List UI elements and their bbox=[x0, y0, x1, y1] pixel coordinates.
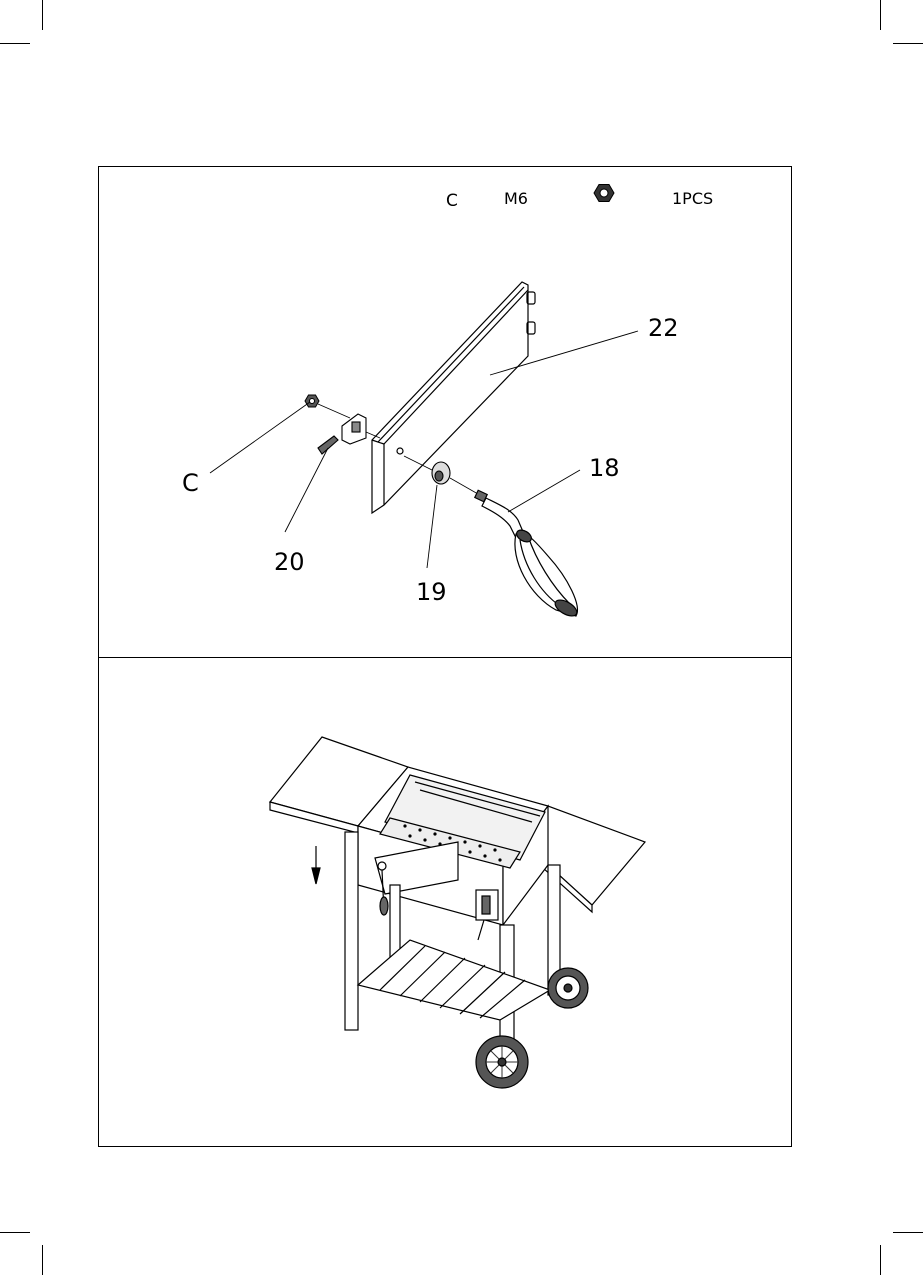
callout-c: C bbox=[182, 469, 199, 497]
washer bbox=[432, 462, 450, 484]
handle bbox=[475, 490, 580, 619]
hardware-size: M6 bbox=[504, 189, 528, 208]
callout-part-18: 18 bbox=[589, 454, 620, 482]
down-arrow-icon bbox=[312, 846, 320, 884]
callout-part-22: 22 bbox=[648, 314, 679, 342]
hex-nut-icon bbox=[594, 185, 614, 202]
hex-nut bbox=[305, 395, 319, 407]
assembly-guide-line bbox=[450, 478, 478, 494]
callout-part-19: 19 bbox=[416, 578, 447, 606]
assembly-guide-line bbox=[318, 404, 350, 418]
assembled-grill-cart bbox=[270, 737, 645, 1088]
hardware-quantity: 1PCS bbox=[672, 189, 714, 208]
callout-part-20: 20 bbox=[274, 548, 305, 576]
side-shelf-panel bbox=[372, 282, 535, 513]
hardware-code: C bbox=[446, 191, 458, 211]
bracket bbox=[318, 414, 366, 454]
